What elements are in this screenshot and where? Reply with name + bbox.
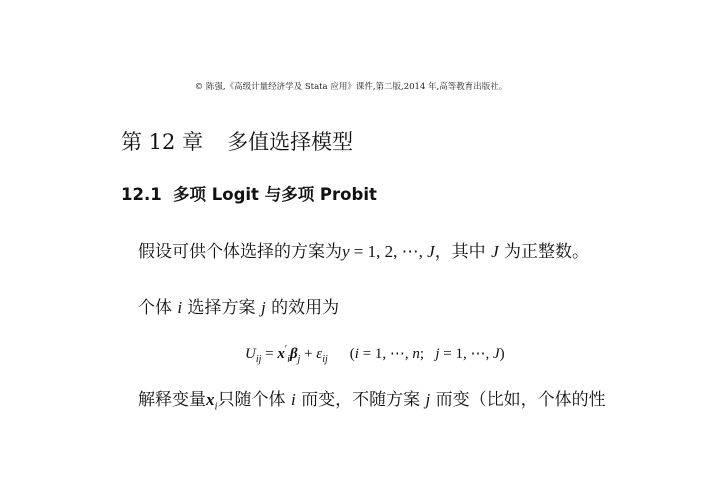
eq-beta-sub: j <box>297 354 301 365</box>
eq-x-prime: ′ <box>284 344 288 355</box>
eq-x-sub: i <box>287 354 290 365</box>
math-x-sub: i <box>214 400 218 413</box>
eq-U-sub: ij <box>255 354 262 365</box>
eq-eps-sub: ij <box>322 354 328 365</box>
text: 的效用为 <box>265 298 340 318</box>
text: 假设可供个体选择的方案为 <box>138 242 342 262</box>
math-var: i <box>290 390 296 409</box>
eq-eps: ε <box>316 346 323 362</box>
chapter-number: 第 12 章 <box>121 130 204 154</box>
eq-equals: = <box>261 346 278 362</box>
math-var: J <box>491 242 499 261</box>
eq-cond-range: = 1, ⋯, <box>439 346 493 362</box>
math-var: J <box>427 242 435 261</box>
text: 只随个体 <box>217 390 291 410</box>
utility-equation <box>245 344 505 365</box>
section-name: 多项 Logit 与多项 Probit <box>173 185 377 204</box>
paragraph-utility <box>138 293 339 318</box>
eq-plus: + <box>300 346 317 362</box>
eq-U: U <box>245 346 256 362</box>
paragraph-explanatory <box>138 385 606 412</box>
math-x: x <box>206 390 215 409</box>
text: 而变，不随方案 <box>295 390 426 410</box>
math-var: j <box>260 298 266 317</box>
math-var: j <box>425 390 431 409</box>
eq-cond-sep: ; <box>419 346 436 362</box>
paragraph-choices <box>138 237 589 262</box>
copyright-notice: © 陈强,《高级计量经济学及 Stata 应用》课件,第二版,2014 年,高等教育出版社。 <box>194 82 508 92</box>
section-number: 12.1 <box>121 185 162 204</box>
section-title <box>121 181 377 205</box>
eq-cond-i: i <box>354 346 359 362</box>
text: 为正整数。 <box>498 242 590 262</box>
eq-beta: β <box>289 346 298 362</box>
math-var: i <box>177 298 183 317</box>
math-text: = 1, 2, ⋯, <box>349 242 428 261</box>
text: ，其中 <box>434 242 492 262</box>
text: 而变（比如，个体的性 <box>430 390 606 410</box>
text: 选择方案 <box>182 298 261 318</box>
eq-cond-close: ) <box>499 346 505 362</box>
eq-cond-range: = 1, ⋯, <box>358 346 413 362</box>
math-var: y <box>342 242 350 261</box>
eq-cond-j: j <box>435 346 440 362</box>
eq-cond-J: J <box>492 346 500 362</box>
eq-cond-open: ( <box>349 346 355 362</box>
chapter-title <box>121 126 353 156</box>
eq-x: x <box>277 346 285 362</box>
chapter-name: 多值选择模型 <box>227 130 354 154</box>
text: 个体 <box>138 298 178 318</box>
eq-cond-n: n <box>412 346 420 362</box>
text: 解释变量 <box>138 390 206 410</box>
